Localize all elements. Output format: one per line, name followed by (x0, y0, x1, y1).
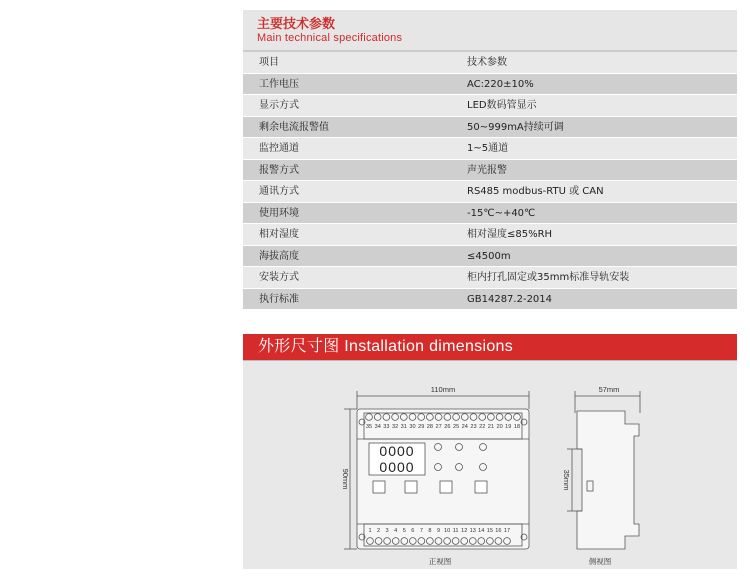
button-4 (475, 481, 487, 493)
spec-item: 通讯方式 (259, 186, 299, 197)
spec-row (243, 74, 737, 96)
rail-label: 35mm (562, 469, 571, 491)
spec-row (243, 267, 737, 289)
bottom-terminal-number: 9 (436, 528, 441, 534)
top-terminal-number: 23 (470, 424, 477, 430)
spec-row (243, 138, 737, 160)
top-terminal-number: 22 (479, 424, 486, 430)
spec-value: 声光报警 (467, 164, 507, 176)
spec-row (243, 224, 737, 246)
spec-item: 报警方式 (259, 164, 299, 176)
bottom-terminal-number: 17 (503, 528, 511, 534)
top-terminal-number: 33 (383, 424, 390, 430)
spec-item: 相对湿度 (259, 229, 299, 240)
bottom-terminal-number: 8 (428, 528, 432, 534)
spec-item: 海拔高度 (259, 250, 299, 262)
spec-value: 柜内打孔固定或35mm标准导轨安装 (467, 272, 630, 283)
bottom-terminal-number: 11 (452, 528, 459, 534)
bottom-terminal-number: 7 (419, 528, 423, 534)
spec-table-header (243, 52, 737, 74)
spec-item: 剩余电流报警值 (259, 121, 329, 133)
spec-header (243, 10, 737, 52)
bottom-terminal-number: 13 (469, 528, 476, 534)
display-digits-top: 0000 (379, 443, 415, 459)
bottom-terminal-number: 5 (402, 528, 406, 534)
spec-item: 执行标准 (259, 293, 299, 305)
front-view (344, 391, 529, 549)
top-terminal-number: 26 (444, 424, 451, 430)
spec-table-body (243, 74, 737, 311)
spec-row (243, 289, 737, 311)
bottom-terminal-number: 2 (377, 528, 381, 534)
top-terminal-number: 29 (418, 424, 425, 430)
top-terminal-number: 31 (400, 424, 407, 430)
bottom-terminal-number: 16 (495, 528, 502, 534)
spec-section (243, 10, 737, 310)
spec-value: 相对湿度≤85%RH (467, 229, 553, 240)
side-width-label: 57mm (598, 385, 620, 394)
height-label: 90mm (341, 468, 350, 490)
top-terminal-number: 30 (409, 424, 416, 430)
width-label: 110mm (430, 385, 456, 394)
bottom-terminal-number: 10 (443, 528, 451, 534)
spec-value: 1~5通道 (467, 143, 509, 154)
spec-row (243, 117, 737, 139)
spec-row (243, 160, 737, 182)
side-body (577, 411, 639, 549)
top-terminal-number: 27 (435, 424, 442, 430)
bottom-terminal-number: 14 (478, 528, 485, 534)
spec-row (243, 95, 737, 117)
button-1 (373, 481, 385, 493)
spec-header-item: 项目 (259, 57, 279, 68)
side-view-caption: 侧视图 (588, 557, 612, 566)
bottom-terminal-number: 15 (486, 528, 494, 534)
install-title: 外形尺寸图 Installation dimensions (243, 334, 737, 361)
spec-row (243, 203, 737, 225)
spec-value: GB14287.2-2014 (467, 293, 553, 305)
spec-row (243, 181, 737, 203)
bottom-terminal-number: 12 (461, 528, 468, 534)
top-terminal-number: 21 (487, 424, 495, 430)
spec-value: RS485 modbus-RTU 或 CAN (467, 186, 604, 197)
spec-header-value: 技术参数 (467, 57, 507, 68)
button-2 (405, 481, 417, 493)
spec-row (243, 246, 737, 268)
spec-value: LED数码管显示 (467, 100, 537, 111)
top-terminal-number: 35 (365, 424, 373, 430)
spec-item: 安装方式 (259, 272, 299, 283)
button-3 (440, 481, 452, 493)
spec-value: AC:220±10% (467, 78, 534, 90)
top-terminal-number: 28 (426, 424, 434, 430)
spec-title: 主要技术参数 (257, 17, 336, 32)
top-terminal-number: 32 (391, 424, 399, 430)
top-terminal-number: 19 (505, 424, 512, 430)
bottom-terminal-number: 4 (394, 528, 398, 534)
front-view-caption: 正视图 (428, 557, 452, 566)
bottom-terminal-number: 3 (385, 528, 389, 534)
spec-item: 显示方式 (259, 100, 299, 111)
spec-item: 使用环境 (259, 207, 299, 219)
top-terminal-number: 25 (452, 424, 460, 430)
bottom-terminal-number: 1 (368, 528, 372, 534)
install-section (243, 334, 737, 569)
bottom-terminal-number: 6 (411, 528, 415, 534)
dimension-diagram (243, 361, 737, 569)
side-view (567, 391, 640, 549)
spec-value: 50~999mA持续可调 (467, 121, 564, 133)
spec-item: 工作电压 (259, 78, 299, 90)
spec-subtitle: Main technical specifications (257, 32, 403, 44)
spec-value: -15℃~+40℃ (467, 207, 536, 219)
top-terminal-number: 34 (374, 424, 381, 430)
spec-value: ≤4500m (467, 250, 511, 262)
top-terminal-number: 20 (496, 424, 503, 430)
top-terminal-number: 18 (513, 424, 521, 430)
top-terminal-number: 24 (461, 424, 468, 430)
display-digits-bottom: 0000 (379, 459, 415, 475)
spec-item: 监控通道 (259, 143, 299, 154)
